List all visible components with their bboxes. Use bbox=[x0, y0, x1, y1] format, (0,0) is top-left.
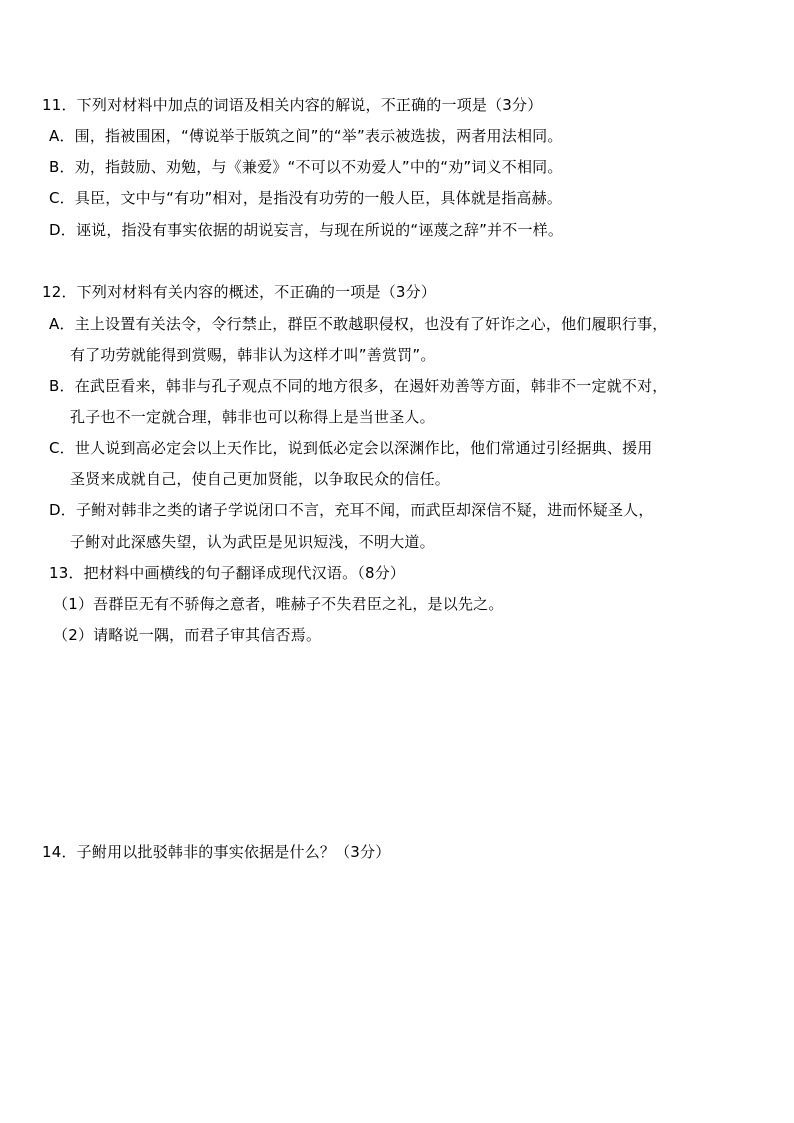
q12-option-b-line1: B．在武臣看来，韩非与孔子观点不同的地方很多，在遏奸劝善等方面，韩非不一定就不对， bbox=[49, 377, 668, 395]
q11-option-a: A．围，指被围困，“傅说举于版筑之间”的“举”表示被选拔，两者用法相同。 bbox=[49, 127, 563, 145]
q11-stem: 11．下列对材料中加点的词语及相关内容的解说，不正确的一项是（3分） bbox=[42, 96, 543, 114]
q13-item-1: （1）吾群臣无有不骄侮之意者，唯赫子不失君臣之礼，是以先之。 bbox=[53, 595, 504, 613]
q12-option-c-line2: 圣贤来成就自己，使自己更加贤能，以争取民众的信任。 bbox=[70, 470, 451, 488]
q13-item-2: （2）请略说一隅，而君子审其信否焉。 bbox=[53, 626, 322, 644]
q12-option-b-line2: 孔子也不一定就合理，韩非也可以称得上是当世圣人。 bbox=[70, 408, 435, 426]
q12-option-d-line2: 子鲋对此深感失望，认为武臣是见识短浅，不明大道。 bbox=[70, 533, 435, 551]
q11-option-b: B．劝，指鼓励、劝勉，与《兼爱》“不可以不劝爱人”中的“劝”词义不相同。 bbox=[49, 158, 563, 176]
q13-stem: 13．把材料中画横线的句子翻译成现代汉语。（8分） bbox=[49, 564, 406, 582]
q12-option-d-line1: D．子鲋对韩非之类的诸子学说闭口不言，充耳不闻，而武臣却深信不疑，进而怀疑圣人， bbox=[49, 501, 654, 519]
q11-option-c: C．具臣，文中与“有功”相对，是指没有功劳的一般人臣，具体就是指高赫。 bbox=[49, 189, 563, 207]
q12-option-c-line1: C．世人说到高必定会以上天作比，说到低必定会以深渊作比，他们常通过引经据典、援用 bbox=[49, 439, 653, 457]
q12-option-a-line2: 有了功劳就能得到赏赐，韩非认为这样才叫”善赏罚”。 bbox=[70, 346, 436, 364]
q14-stem: 14．子鲋用以批驳韩非的事实依据是什么？（3分） bbox=[42, 843, 391, 861]
q12-stem: 12．下列对材料有关内容的概述，不正确的一项是（3分） bbox=[42, 283, 437, 301]
q12-option-a-line1: A．主上设置有关法令，令行禁止，群臣不敢越职侵权，也没有了奸诈之心，他们履职行事， bbox=[49, 315, 668, 333]
q11-option-d: D．诬说，指没有事实依据的胡说妄言，与现在所说的“诬蔑之辞”并不一样。 bbox=[49, 221, 564, 239]
